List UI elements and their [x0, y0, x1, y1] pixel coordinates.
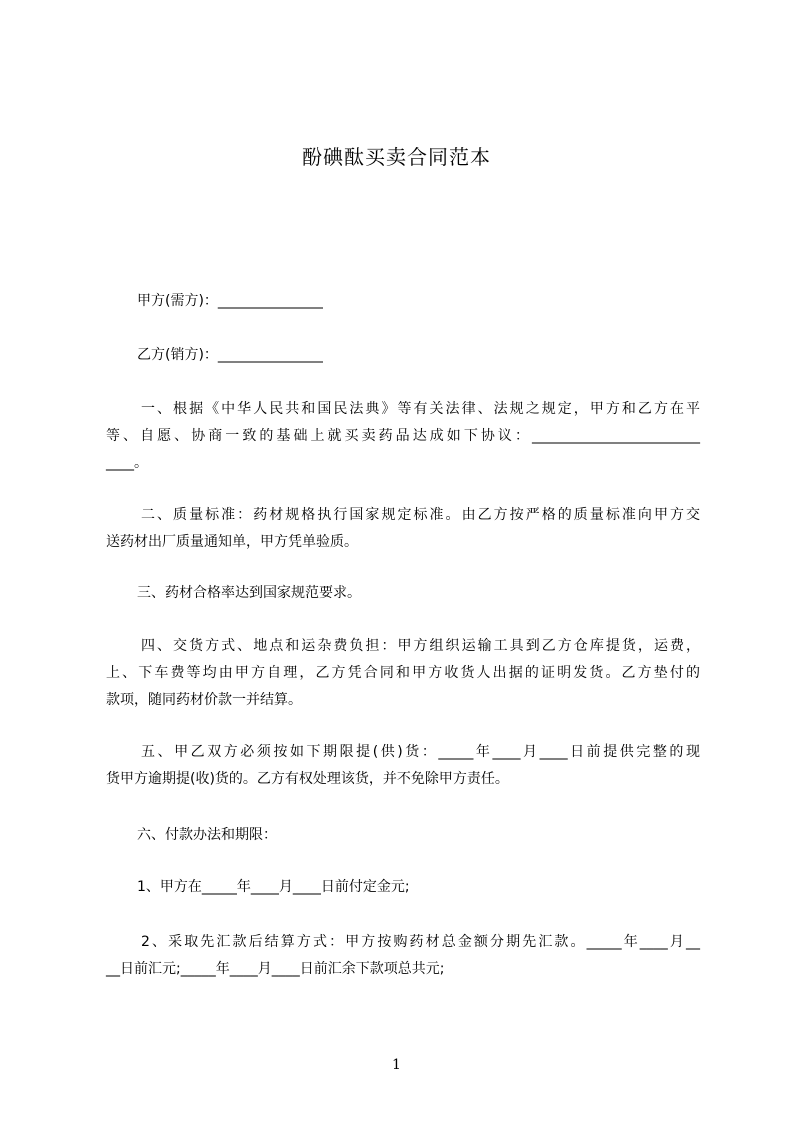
page-number: 1 [392, 1057, 401, 1073]
section-6-item-2-line-1: 2、采取先汇款后结算方式：甲方按购药材总金额分期先汇款。_____年____月__ [141, 934, 700, 950]
section-6-item-1: 1、甲方在_____年____月____日前付定金元; [137, 879, 410, 895]
section-5-line-1: 五、甲乙双方必须按如下期限提(供)货：_____年____月____日前提供完整的现 [141, 744, 700, 760]
section-1-line-2: 等、自愿、协商一致的基础上就买卖药品达成如下协议：________________________ [106, 428, 700, 444]
section-1-line-3: ____。 [106, 455, 148, 471]
section-4-line-1: 四、交货方式、地点和运杂费负担：甲方组织运输工具到乙方仓库提货，运费， [141, 638, 700, 654]
party-b-line: 乙方(销方)：_______________ [137, 347, 323, 363]
section-1-line-1: 一、根据《中华人民共和国民法典》等有关法律、法规之规定，甲方和乙方在平 [141, 401, 700, 417]
section-6-item-2-line-2: __日前汇元;_____年____月____日前汇余下款项总共元; [106, 961, 445, 977]
section-6-heading: 六、付款办法和期限： [137, 827, 277, 843]
document-title: 酚碘酞买卖合同范本 [302, 145, 491, 169]
section-2-line-1: 二、质量标准：药材规格执行国家规定标准。由乙方按严格的质量标准向甲方交 [141, 507, 700, 523]
party-a-line: 甲方(需方)：_______________ [137, 293, 323, 309]
section-4-line-3: 款项，随同药材价款一并结算。 [106, 692, 302, 708]
section-3-line-1: 三、药材合格率达到国家规范要求。 [137, 585, 361, 601]
section-2-line-2: 送药材出厂质量通知单，甲方凭单验质。 [106, 534, 358, 550]
section-4-line-2: 上、下车费等均由甲方自理，乙方凭合同和甲方收货人出据的证明发货。乙方垫付的 [106, 665, 700, 681]
section-5-line-2: 货甲方逾期提(收)货的。乙方有权处理该货，并不免除甲方责任。 [106, 771, 509, 787]
